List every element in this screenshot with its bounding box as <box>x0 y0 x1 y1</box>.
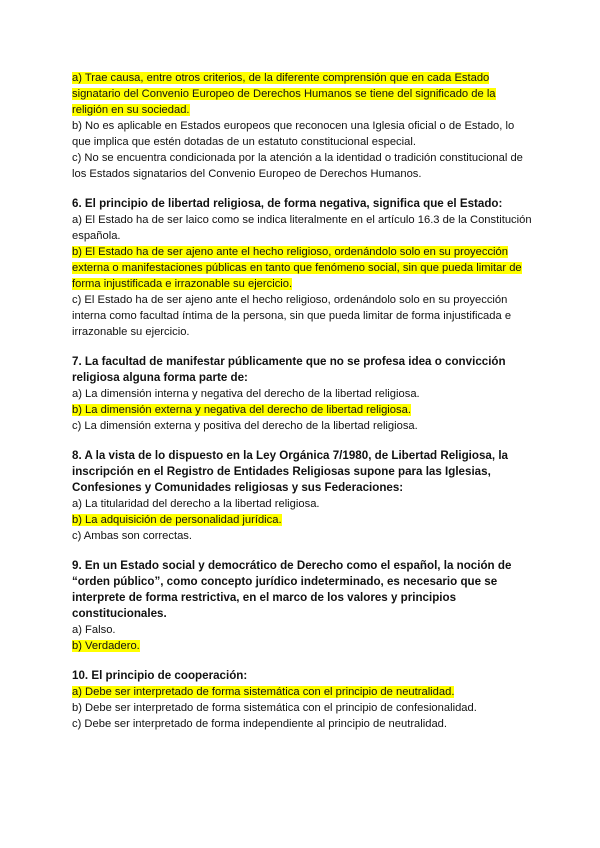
question-10-option-c: c) Debe ser interpretado de forma independiente al principio de neutralidad. <box>72 718 448 730</box>
question-title: 9. En un Estado social y democrático de Derecho como el español, la noción de “orden público”, como concepto jurídico indeterminado, es necesario que se interprete de forma restrictiva, en el marco de los valores y principios constitucionales. <box>72 559 512 620</box>
question-9-option-a: a) Falso. <box>72 624 116 636</box>
question-8-option-a: a) La titularidad del derecho a la libertad religiosa. <box>72 498 320 510</box>
question-8-option-c: c) Ambas son correctas. <box>72 530 192 542</box>
question-7-option-b: b) La dimensión externa y negativa del derecho de libertad religiosa. <box>72 404 411 416</box>
question-8-option-b: b) La adquisición de personalidad jurídica. <box>72 514 282 526</box>
intro-options <box>72 70 532 182</box>
question-7-option-a: a) La dimensión interna y negativa del derecho de la libertad religiosa. <box>72 388 420 400</box>
question-title: 10. El principio de cooperación: <box>72 669 248 682</box>
question-6-option-c: c) El Estado ha de ser ajeno ante el hecho religioso, ordenándolo solo en su proyección interna como facultad íntima de la persona, sin que pueda limitar de forma injustificada e irrazonable su ejercicio. <box>72 294 512 338</box>
question-9 <box>72 558 532 654</box>
question-7 <box>72 354 532 434</box>
question-title: 7. La facultad de manifestar públicamente que no se profesa idea o convicción religiosa alguna forma parte de: <box>72 355 506 384</box>
document-page <box>72 70 532 732</box>
question-8 <box>72 448 532 544</box>
question-title: 6. El principio de libertad religiosa, de forma negativa, significa que el Estado: <box>72 197 503 210</box>
question-10-option-a: a) Debe ser interpretado de forma sistemática con el principio de neutralidad. <box>72 686 455 698</box>
question-9-option-b: b) Verdadero. <box>72 640 140 652</box>
question-title: 8. A la vista de lo dispuesto en la Ley Orgánica 7/1980, de Libertad Religiosa, la inscripción en el Registro de Entidades Religiosas supone para las Iglesias, Confesiones y Comunidades religiosas y sus Federaciones: <box>72 449 508 494</box>
question-6-option-b: b) El Estado ha de ser ajeno ante el hecho religioso, ordenándolo solo en su proyección externa o manifestaciones públicas en tanto que fenómeno social, sin que pueda limitar de forma injustificada e irrazonable su ejercicio. <box>72 246 522 290</box>
question-6 <box>72 196 532 340</box>
question-10 <box>72 668 532 732</box>
question-10-option-b: b) Debe ser interpretado de forma sistemática con el principio de confesionalidad. <box>72 702 477 714</box>
intro-option-a: a) Trae causa, entre otros criterios, de la diferente comprensión que en cada Estado signatario del Convenio Europeo de Derechos Humanos se tiene del significado de la religión en su sociedad. <box>72 72 496 116</box>
intro-option-b: b) No es aplicable en Estados europeos que reconocen una Iglesia oficial o de Estado, lo que implica que estén dotadas de un estatuto constitucional especial. <box>72 120 515 148</box>
intro-option-c: c) No se encuentra condicionada por la atención a la identidad o tradición constitucional de los Estados signatarios del Convenio Europeo de Derechos Humanos. <box>72 152 523 180</box>
question-6-option-a: a) El Estado ha de ser laico como se indica literalmente en el artículo 16.3 de la Constitución española. <box>72 214 532 242</box>
question-7-option-c: c) La dimensión externa y positiva del derecho de la libertad religiosa. <box>72 420 418 432</box>
